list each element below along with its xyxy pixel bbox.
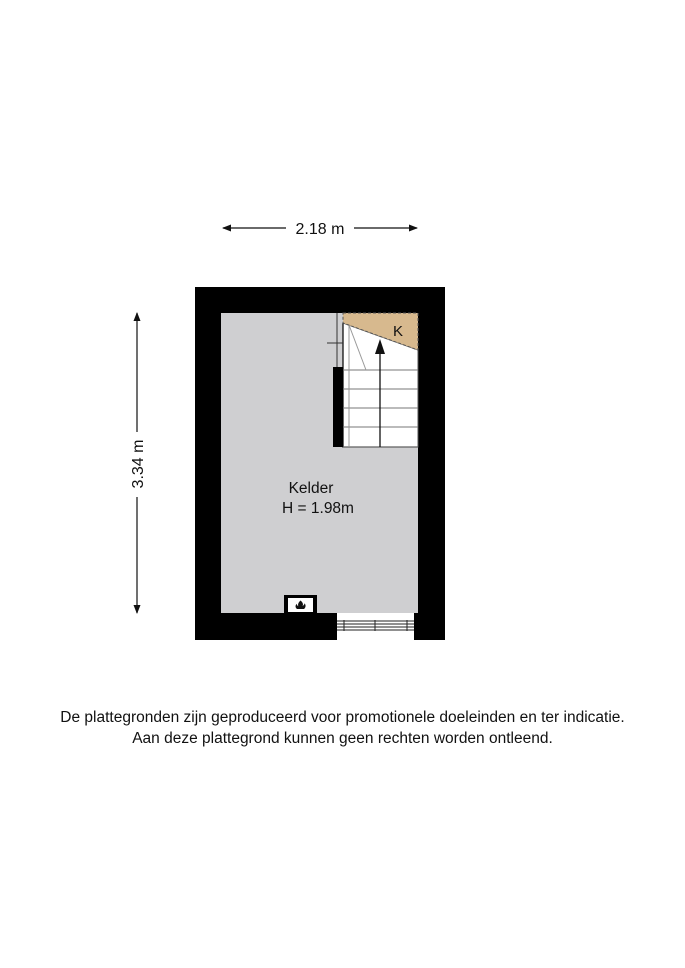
room-height: H = 1.98m xyxy=(282,500,354,517)
disclaimer-line-2: Aan deze plattegrond kunnen geen rechten worden ontleend. xyxy=(132,730,553,747)
heater xyxy=(284,595,317,613)
window xyxy=(337,613,414,640)
room-name: Kelder xyxy=(288,480,334,497)
width-dimension xyxy=(222,221,418,238)
stair-wall xyxy=(333,367,343,447)
width-dimension-label: 2.18 m xyxy=(295,221,345,238)
height-dimension xyxy=(130,312,147,614)
storage-label: K xyxy=(392,323,404,340)
disclaimer-line-1: De plattegronden zijn geproduceerd voor promotionele doeleinden en ter indicatie. xyxy=(60,709,625,726)
height-dimension-label: 3.34 m xyxy=(130,439,147,489)
